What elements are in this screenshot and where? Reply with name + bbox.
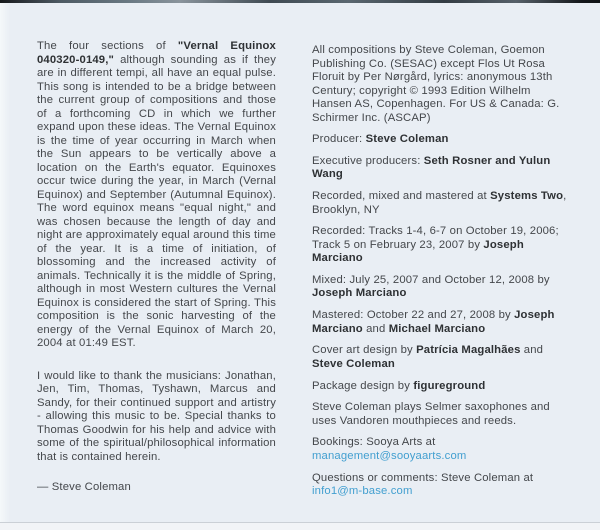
text-run: Steve Coleman plays Selmer saxophones and uses Vandoren mouthpieces and reeds. bbox=[312, 401, 550, 427]
text-run: Mastered: October 22 and 27, 2008 by bbox=[312, 309, 515, 322]
text-run: The four sections of bbox=[37, 40, 178, 52]
text-run: Package design by bbox=[312, 379, 414, 392]
text-run: , Brooklyn, NY bbox=[312, 190, 567, 216]
email-text: management@sooyaarts.com bbox=[312, 449, 467, 462]
liner-notes-paragraph-1 bbox=[37, 40, 276, 351]
credit-block-recorded bbox=[312, 225, 570, 266]
text-run: Cover art design by bbox=[312, 344, 417, 357]
credit-name-bold: Seth Rosner and Yulun Wang bbox=[312, 154, 551, 181]
credit-block-producer bbox=[312, 133, 570, 147]
text-run: Bookings: Sooya Arts at bbox=[312, 436, 436, 449]
text-run: Executive producers: bbox=[312, 154, 424, 167]
credit-name-bold: figureground bbox=[413, 379, 486, 392]
scan-left-edge-highlight bbox=[0, 3, 10, 522]
liner-notes-paragraph-2 bbox=[37, 370, 276, 465]
text-run: I would like to thank the musicians: Jonathan, Jen, Tim, Thomas, Tyshawn, Marcus and Sandy, for their continued support and artistry - allowing this music to be. Special thanks to Thomas Goodwin for his help and advice with some of the spiritual/philosophical information that is contained herein. bbox=[37, 369, 276, 463]
credit-name-bold: Patrícia Magalhães bbox=[416, 344, 521, 357]
signature: — Steve Coleman bbox=[37, 481, 131, 493]
text-run: Questions or comments: Steve Coleman at bbox=[312, 471, 534, 484]
text-run: and bbox=[362, 322, 389, 335]
email-text: info1@m-base.com bbox=[312, 485, 413, 498]
credit-name-bold: Systems Two bbox=[490, 190, 564, 203]
text-run: Recorded: Tracks 1-4, 6-7 on October 19, 2006; Track 5 on February 23, 2007 by bbox=[312, 225, 559, 251]
text-run: and bbox=[520, 344, 544, 357]
credits-column bbox=[312, 44, 570, 507]
credit-block-bookings bbox=[312, 436, 570, 463]
scan-bottom-edge-strip bbox=[0, 522, 600, 530]
credit-block-publishing bbox=[312, 44, 570, 125]
credit-name-bold: "Vernal Equinox 040320-0149," bbox=[37, 40, 276, 66]
credit-block-mastered bbox=[312, 309, 570, 336]
credit-block-cover-art bbox=[312, 344, 570, 371]
credit-name-bold: Joseph Marciano bbox=[312, 287, 407, 300]
text-run: Recorded, mixed and mastered at bbox=[312, 190, 491, 203]
credit-block-package-design bbox=[312, 380, 570, 394]
credit-name-bold: Steve Coleman bbox=[365, 133, 449, 146]
credit-block-studio bbox=[312, 190, 570, 217]
credit-name-bold: Steve Coleman bbox=[312, 357, 395, 370]
credit-block-executive-producers bbox=[312, 155, 570, 182]
credit-name-bold: Joseph Marciano bbox=[312, 309, 555, 335]
scan-top-edge-strip bbox=[0, 0, 600, 3]
liner-notes-column bbox=[37, 40, 276, 495]
credit-name-bold: Joseph Marciano bbox=[312, 238, 524, 265]
credit-name-bold: Michael Marciano bbox=[388, 322, 486, 335]
credit-block-contact bbox=[312, 472, 570, 499]
credit-block-endorsement bbox=[312, 401, 570, 428]
text-run: Producer: bbox=[312, 133, 366, 146]
text-run: All compositions by Steve Coleman, Goemon Publishing Co. (SESAC) except Flos Ut Rosa Floruit by Per Nørgård, lyrics: anonymous 13th Century; copyright © 1993 Edition Wilhelm Hansen AS, Copenhagen. For US & Canada: G. Schirmer Inc. (ASCAP) bbox=[312, 44, 560, 124]
credit-block-mixed bbox=[312, 274, 570, 301]
text-run: Mixed: July 25, 2007 and October 12, 2008 by bbox=[312, 273, 550, 286]
text-run: although sounding as if they are in different tempi, all have an equal pulse. This song is intended to be a bridge between the current group of compositions and those of a forthcoming CD in which we further expand upon these ideas. The Vernal Equinox is the time of year occurring in March when the Sun appears to be vertically above a location on the Earth's equator. Equinoxes occur twice during the year, in March (Vernal Equinox) and September (Autumnal Equinox). The word equinox means "equal night," and was chosen because the length of day and night are approximately equal around this time of the year. It is a time of initiation, of blossoming and the increased activity of animals. Technically it is the middle of Spring, although in most Western cultures the Vernal Equinox is considered the start of Spring. This composition is the sonic harvesting of the energy of the Vernal Equinox of March 20, 2004 at 01:49 EST. bbox=[37, 53, 276, 349]
